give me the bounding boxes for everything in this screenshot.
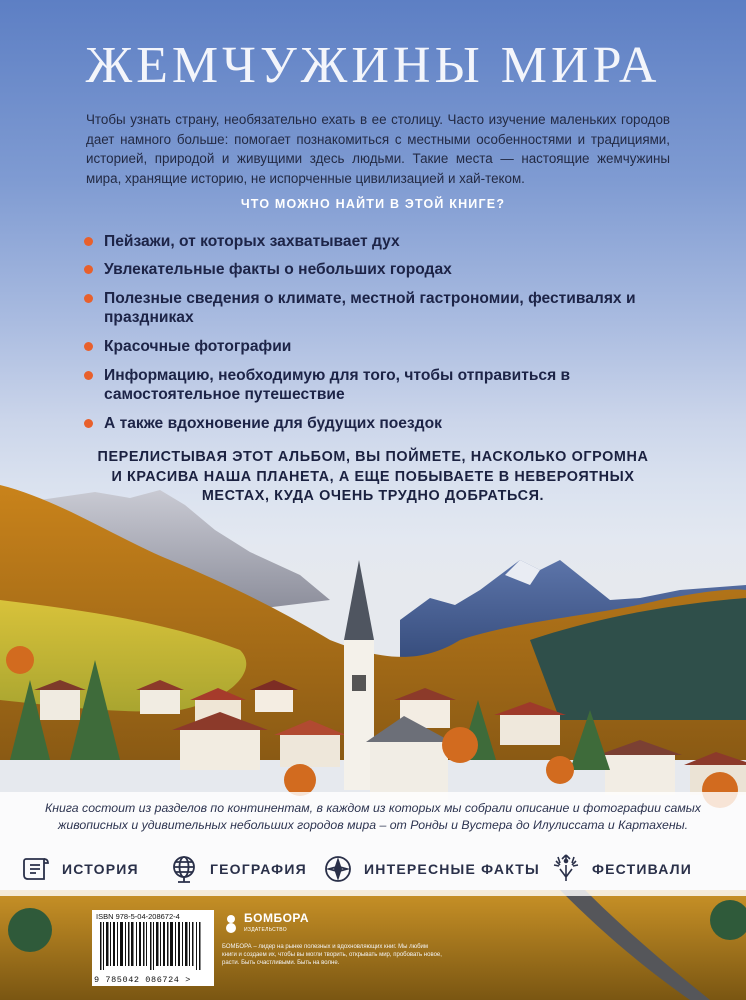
feature-icons-row <box>0 844 746 894</box>
list-item-text: Увлекательные факты о небольших городах <box>104 261 452 278</box>
isbn-text: ISBN 978-5-04-208672-4 <box>96 912 180 921</box>
intro-paragraph: Чтобы узнать страну, необязательно ехать в ее столицу. Часто изучение маленьких городов дает намного больше: помогает познакомиться с местными особенностями и традициями, историей, природой и живущими здесь людьми. Такие места — настоящие жемчужины мира, хранящие историю, не испорченные цивилизацией и хай-теком. <box>86 112 670 186</box>
feature-label: ИНТЕРЕСНЫЕ ФАКТЫ <box>364 861 540 877</box>
feature-label: ФЕСТИВАЛИ <box>592 861 693 877</box>
feature-label: ГЕОГРАФИЯ <box>210 861 307 877</box>
contents-note <box>0 800 746 834</box>
features-list <box>84 232 644 433</box>
section-subheading: ЧТО МОЖНО НАЙТИ В ЭТОЙ КНИГЕ? <box>240 197 506 211</box>
book-title: ЖЕМЧУЖИНЫ МИРА <box>85 37 661 94</box>
list-item <box>84 366 644 404</box>
publisher-name <box>244 912 309 936</box>
list-item <box>84 232 644 251</box>
globe-icon <box>166 851 202 887</box>
feature-geography <box>166 844 307 894</box>
feature-festivals <box>548 844 692 894</box>
list-item-text: Информацию, необходимую для того, чтобы отправиться в самостоятельное путешествие <box>104 367 571 403</box>
list-item <box>84 414 644 433</box>
list-item-text: Полезные сведения о климате, местной гастрономии, фестивалях и праздниках <box>104 290 636 326</box>
bullet-dot <box>84 419 93 428</box>
feature-label: ИСТОРИЯ <box>62 861 139 877</box>
outro-text: ПЕРЕЛИСТЫВАЯ ЭТОТ АЛЬБОМ, ВЫ ПОЙМЕТЕ, НАСКОЛЬКО ОГРОМНА И КРАСИВА НАША ПЛАНЕТА, А ЕЩЕ ПОБЫВАЕТЕ В НЕВЕРОЯТНЫХ МЕСТАХ, КУДА ОЧЕНЬ ТРУДНО ДОБРАТЬСЯ. <box>97 449 649 504</box>
publisher-description: БОМБОРА – лидер на рынке полезных и вдохновляющих книг. Мы любим книги и создаем их, чтобы вы могли творить, открывать мир, пробовать новое, расти. Быть счастливыми. Быть на волне. <box>222 944 442 966</box>
bullet-dot <box>84 265 93 274</box>
outro-paragraph <box>0 448 746 507</box>
publisher-name-text: БОМБОРА <box>244 911 310 925</box>
compass-icon <box>320 851 356 887</box>
list-item <box>84 337 644 356</box>
fireworks-icon <box>548 851 584 887</box>
barcode-digits: 9 785042 086724 > <box>94 975 191 985</box>
barcode <box>98 922 208 970</box>
feature-history <box>18 844 139 894</box>
feature-facts <box>320 844 540 894</box>
publisher-logo <box>222 912 309 936</box>
list-item-text: Красочные фотографии <box>104 338 292 355</box>
bullet-dot <box>84 294 93 303</box>
publisher-sub-text: ИЗДАТЕЛЬСТВО <box>244 927 287 933</box>
bullet-dot <box>84 371 93 380</box>
list-item-text: Пейзажи, от которых захватывает дух <box>104 233 400 250</box>
bullet-dot <box>84 237 93 246</box>
list-item <box>84 260 644 279</box>
publisher-mark-icon <box>222 913 240 935</box>
list-item-text: А также вдохновение для будущих поездок <box>104 415 442 432</box>
bullet-dot <box>84 342 93 351</box>
contents-note-text: Книга состоит из разделов по континентам, в каждом из которых мы собрали описание и фотографии самых живописных и удивительных небольших городов мира – от Ронды и Вустера до Илулиссата и Картахены. <box>45 801 701 832</box>
scroll-icon <box>18 851 54 887</box>
barcode-block <box>92 910 214 986</box>
list-item <box>84 289 644 327</box>
